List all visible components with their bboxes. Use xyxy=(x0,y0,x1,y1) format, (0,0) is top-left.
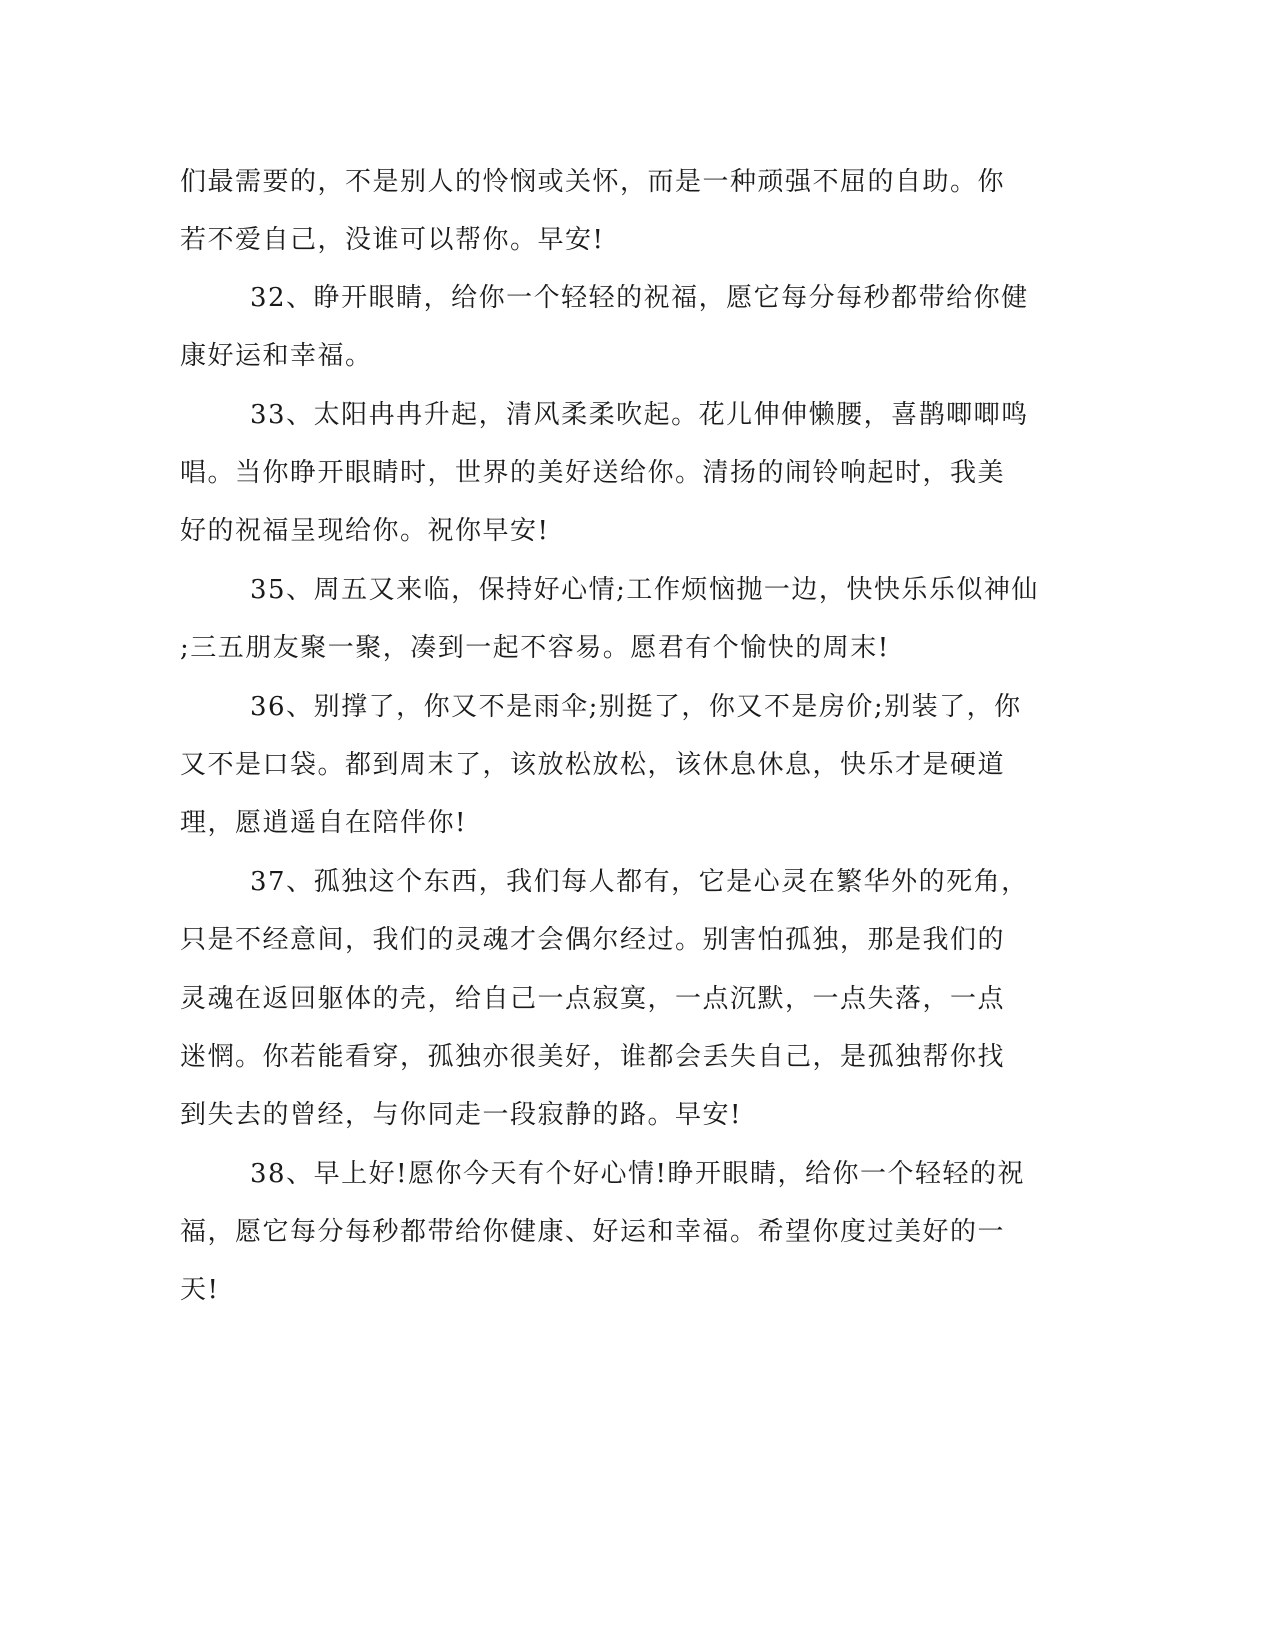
paragraph-38-line: 38、早上好!愿你今天有个好心情!睁开眼睛，给你一个轻轻的祝 xyxy=(250,1159,1025,1189)
paragraph-33-line: 好的祝福呈现给你。祝你早安! xyxy=(180,516,550,546)
paragraph-37-line: 37、孤独这个东西，我们每人都有，它是心灵在繁华外的死角， xyxy=(250,867,1029,897)
paragraph-37-line: 灵魂在返回躯体的壳，给自己一点寂寞，一点沉默，一点失落，一点 xyxy=(180,984,1006,1014)
paragraph-32-line: 32、睁开眼睛，给你一个轻轻的祝福，愿它每分每秒都带给你健 xyxy=(250,283,1029,313)
paragraph-37-line: 到失去的曾经，与你同走一段寂静的路。早安! xyxy=(180,1100,742,1130)
paragraph-36-line: 又不是口袋。都到周末了，该放松放松，该休息休息，快乐才是硬道 xyxy=(180,750,1006,780)
paragraph-38-line: 福，愿它每分每秒都带给你健康、好运和幸福。希望你度过美好的一 xyxy=(180,1217,1006,1247)
paragraph-33-line: 唱。当你睁开眼睛时，世界的美好送给你。清扬的闹铃响起时，我美 xyxy=(180,458,1006,488)
paragraph-36-line: 理，愿逍遥自在陪伴你! xyxy=(180,808,467,838)
paragraph-37-line: 迷惘。你若能看穿，孤独亦很美好，谁都会丢失自己，是孤独帮你找 xyxy=(180,1042,1006,1072)
paragraph-32-line: 康好运和幸福。 xyxy=(180,341,373,371)
paragraph-37-line: 只是不经意间，我们的灵魂才会偶尔经过。别害怕孤独，那是我们的 xyxy=(180,925,1006,955)
paragraph-36-line: 36、别撑了，你又不是雨伞;别挺了，你又不是房价;别装了，你 xyxy=(250,692,1022,722)
paragraph-35-line: ;三五朋友聚一聚，凑到一起不容易。愿君有个愉快的周末! xyxy=(180,633,890,663)
text-line: 若不爱自己，没谁可以帮你。早安! xyxy=(180,225,605,255)
paragraph-33-line: 33、太阳冉冉升起，清风柔柔吹起。花儿伸伸懒腰，喜鹊唧唧鸣 xyxy=(250,400,1029,430)
text-line: 们最需要的，不是别人的怜悯或关怀，而是一种顽强不屈的自助。你 xyxy=(180,167,1006,197)
paragraph-35-line: 35、周五又来临，保持好心情;工作烦恼抛一边，快快乐乐似神仙 xyxy=(250,575,1039,605)
paragraph-38-line: 天! xyxy=(180,1275,220,1305)
